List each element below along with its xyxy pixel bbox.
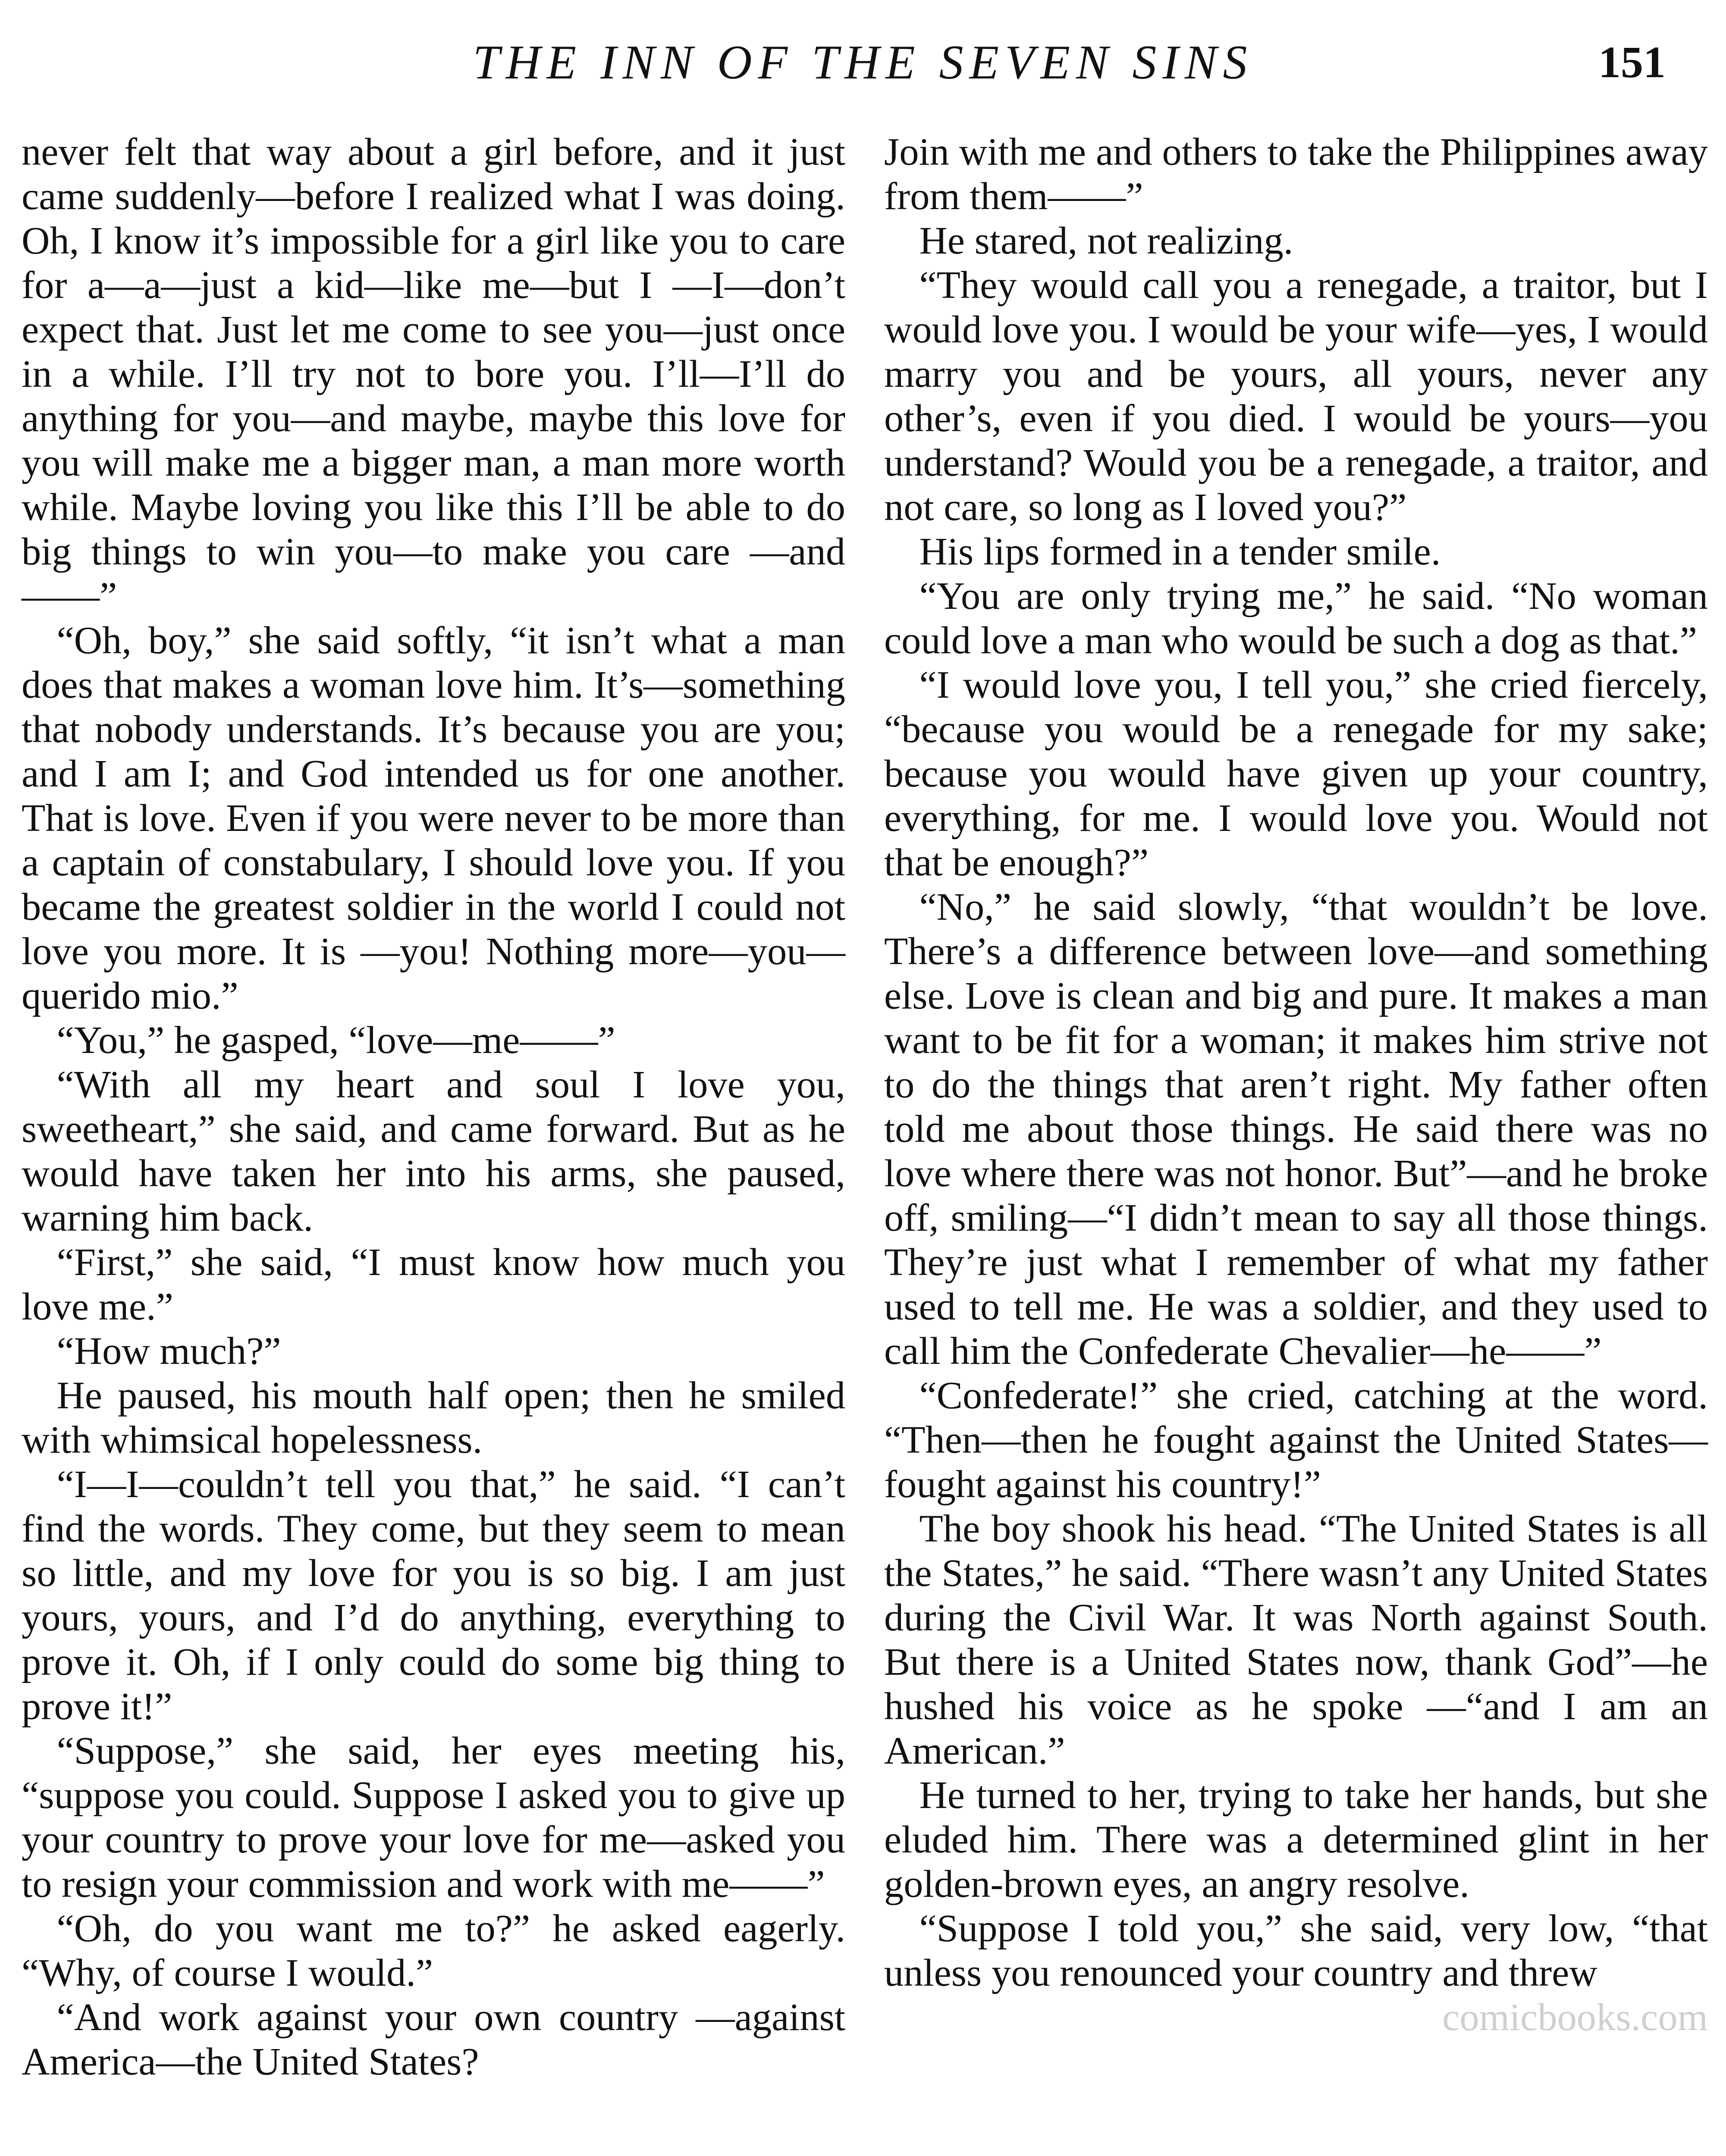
- paragraph: “And work against your own country —against America—the United States?: [22, 1995, 845, 2083]
- paragraph: “I—I—couldn’t tell you that,” he said. “I can’t find the words. They come, but they seem to mean so little, and my love for you is so big. I am just yours, yours, and I’d do anything, everything to prove it. Oh, if I only could do some big thing to prove it!”: [22, 1462, 845, 1728]
- paragraph: “They would call you a renegade, a traitor, but I would love you. I would be your wife—yes, I would marry you and be yours, all yours, never any other’s, even if you died. I would be yours—you understand? Would you be a renegade, a traitor, and not care, so long as I loved you?”: [884, 263, 1708, 529]
- paragraph: “No,” he said slowly, “that wouldn’t be love. There’s a difference between love—and something else. Love is clean and big and pure. It makes a man want to be fit for a woman; it makes him strive not to do the things that aren’t right. My father often told me about those things. He said there was no love where there was not honor. But”—and he broke off, smiling—“I didn’t mean to say all those things. They’re just what I remember of what my father used to tell me. He was a soldier, and they used to call him the Confederate Chevalier—he——”: [884, 885, 1708, 1373]
- paragraph: “You,” he gasped, “love—me——”: [56, 1018, 615, 1062]
- paragraph: “Suppose I told you,” she said, very low, “that unless you renounced your country and threw: [884, 1906, 1708, 1994]
- paragraph: “Oh, do you want me to?” he asked eagerly. “Why, of course I would.”: [22, 1906, 845, 1994]
- paragraph: His lips formed in a tender smile.: [919, 530, 1441, 573]
- paragraph: “With all my heart and soul I love you, sweetheart,” she said, and came forward. But as he would have taken her into his arms, she paused, warning him back.: [22, 1062, 845, 1239]
- paragraph: “Oh, boy,” she said softly, “it isn’t what a man does that makes a woman love him. It’s—something that nobody understands. It’s because you are you; and I am I; and God intended us for one another. That is love. Even if you were never to be more than a captain of constabulary, I should love you. If you became the greatest soldier in the world I could not love you more. It is —you! Nothing more—you—querido mio.”: [22, 618, 845, 1017]
- paragraph: “I would love you, I tell you,” she cried fiercely, “because you would be a renegade for my sake; because you would have given up your country, everything, for me. I would love you. Would not that be enough?”: [884, 663, 1708, 884]
- paragraph: “Suppose,” she said, her eyes meeting his, “suppose you could. Suppose I asked you to give up your country to prove your love for me—asked you to resign your commission and work with me——”: [22, 1729, 845, 1905]
- paragraph: never felt that way about a girl before, and it just came suddenly—before I realized what I was doing. Oh, I know it’s impossible for a girl like you to care for a—a—just a kid—like me—but I —I—don’t expect that. Just let me come to see you—just once in a while. I’ll try not to bore you. I’ll—I’ll do anything for you—and maybe, maybe this love for you will make me a bigger man, a man more worth while. Maybe loving you like this I’ll be able to do big things to win you—to make you care —and——”: [22, 130, 845, 617]
- paragraph: Join with me and others to take the Philippines away from them——”: [884, 130, 1708, 218]
- watermark: comicbooks.com: [1442, 1995, 1708, 2039]
- paragraph: He paused, his mouth half open; then he smiled with whimsical hopelessness.: [22, 1373, 845, 1461]
- paragraph: “You are only trying me,” he said. “No woman could love a man who would be such a dog as that.”: [884, 574, 1708, 662]
- paragraph: He stared, not realizing.: [919, 219, 1293, 262]
- page-number: 151: [1598, 38, 1666, 87]
- paragraph: The boy shook his head. “The United States is all the States,” he said. “There wasn’t any United States during the Civil War. It was North against South. But there is a United States now, thank God”—he hushed his voice as he spoke —“and I am an American.”: [884, 1507, 1708, 1772]
- page-header: [26, 30, 1700, 95]
- left-column: [22, 129, 845, 2084]
- running-title: THE INN OF THE SEVEN SINS: [473, 36, 1253, 89]
- right-column: [884, 129, 1708, 2039]
- paragraph: “How much?”: [56, 1329, 281, 1373]
- paragraph: He turned to her, trying to take her hands, but she eluded him. There was a determined glint in her golden-brown eyes, an angry resolve.: [884, 1773, 1708, 1905]
- paragraph: “First,” she said, “I must know how much you love me.”: [22, 1240, 845, 1328]
- paragraph: “Confederate!” she cried, catching at the word. “Then—then he fought against the United States—fought against his country!”: [884, 1373, 1708, 1506]
